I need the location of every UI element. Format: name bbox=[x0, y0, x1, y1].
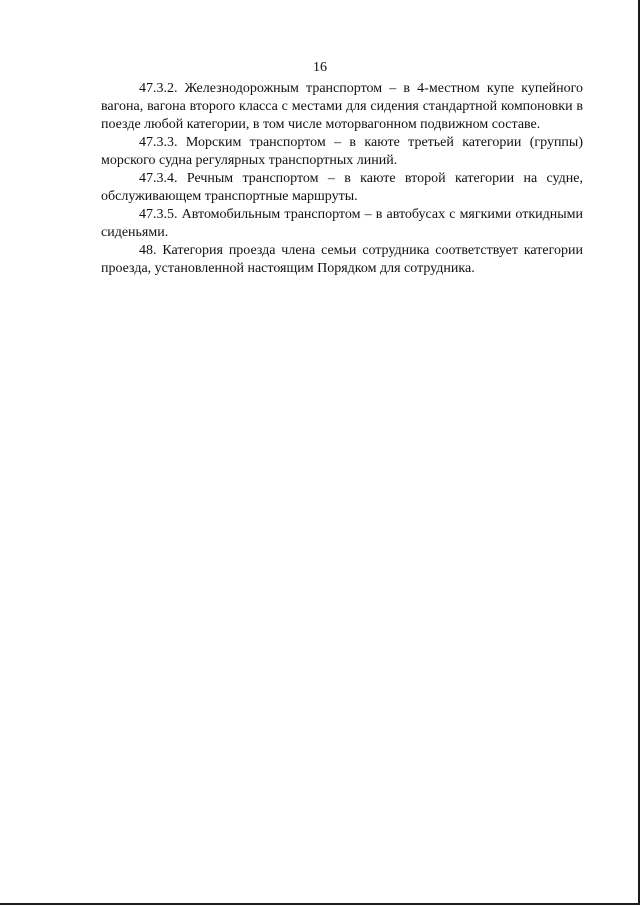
paragraph-47-3-2: 47.3.2. Железнодорожным транспортом – в 4-местном купе купейного вагона, вагона второго класса с местами для сидения стандартной компоновки в поезде любой категории, в том числе моторвагонном подвижном составе. bbox=[101, 81, 587, 132]
document-body bbox=[101, 80, 587, 278]
paragraph-47-3-3: 47.3.3. Морским транспортом – в каюте третьей категории (группы) морского судна регулярных транспортных линий. bbox=[101, 135, 587, 168]
page-number: 16 bbox=[313, 60, 327, 75]
paragraph-47-3-4: 47.3.4. Речным транспортом – в каюте второй категории на судне, обслуживающем транспортные маршруты. bbox=[101, 171, 587, 204]
paragraph-48: 48. Категория проезда члена семьи сотрудника соответствует категории проезда, установленной настоящим Порядком для сотрудника. bbox=[101, 243, 587, 276]
paragraph-47-3-5: 47.3.5. Автомобильным транспортом – в автобусах с мягкими откидными сиденьями. bbox=[101, 207, 587, 240]
